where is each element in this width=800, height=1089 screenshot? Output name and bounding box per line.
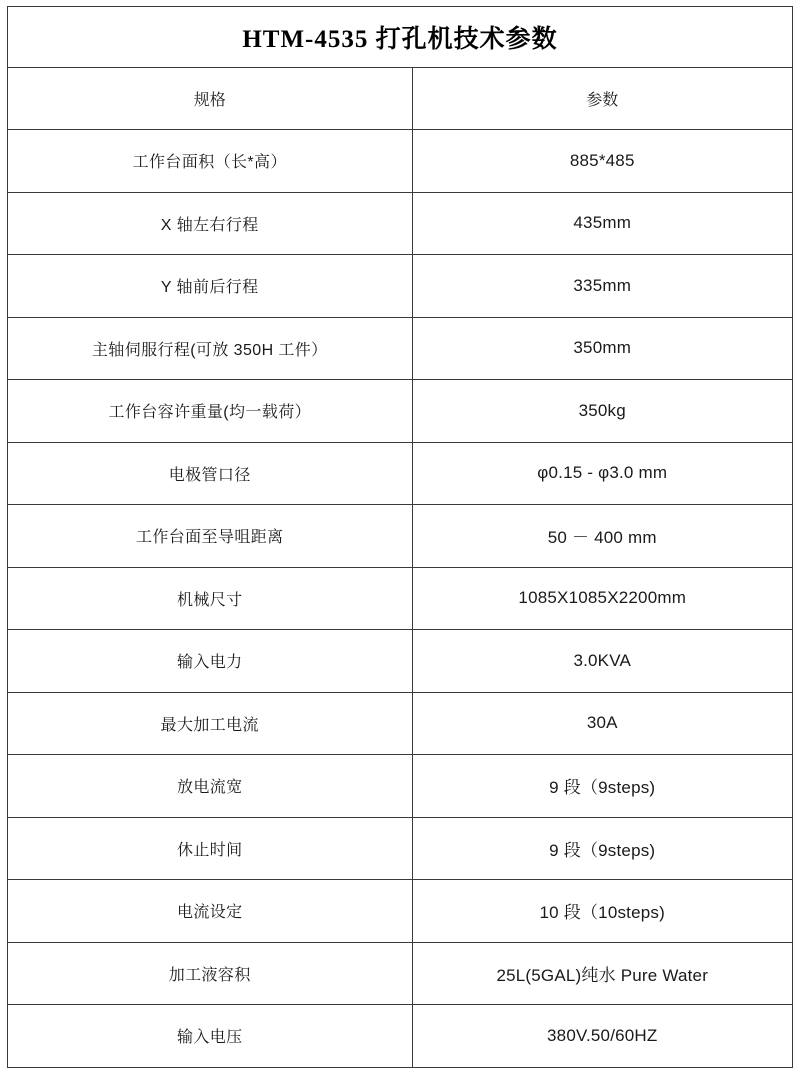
table-row — [8, 567, 793, 630]
row-value: 335mm — [412, 255, 793, 318]
table-row — [8, 192, 793, 255]
table-row — [8, 380, 793, 443]
row-label: 输入电压 — [8, 1005, 413, 1068]
row-value: 350mm — [412, 317, 793, 380]
column-header-spec: 规格 — [8, 68, 413, 130]
row-value: 9 段（9steps) — [412, 755, 793, 818]
row-label: 放电流宽 — [8, 755, 413, 818]
row-label: 工作台容许重量(均一载荷） — [8, 380, 413, 443]
column-header-param: 参数 — [412, 68, 793, 130]
table-body — [8, 7, 793, 1068]
specification-table — [7, 6, 793, 1068]
table-row — [8, 505, 793, 568]
table-row — [8, 817, 793, 880]
row-label: 主轴伺服行程(可放 350H 工件） — [8, 317, 413, 380]
table-row — [8, 442, 793, 505]
row-label: Y 轴前后行程 — [8, 255, 413, 318]
page-title: HTM-4535 打孔机技术参数 — [8, 7, 793, 68]
row-label: 工作台面积（长*高） — [8, 130, 413, 193]
table-row — [8, 1005, 793, 1068]
row-label: 机械尺寸 — [8, 567, 413, 630]
table-row — [8, 692, 793, 755]
row-label: 电流设定 — [8, 880, 413, 943]
row-value: 50 － 400 mm — [412, 505, 793, 568]
row-label: 加工液容积 — [8, 942, 413, 1005]
row-value: 3.0KVA — [412, 630, 793, 693]
row-label: 休止时间 — [8, 817, 413, 880]
table-row — [8, 130, 793, 193]
row-label: 最大加工电流 — [8, 692, 413, 755]
row-value: 10 段（10steps) — [412, 880, 793, 943]
title-row — [8, 7, 793, 68]
row-label: 电极管口径 — [8, 442, 413, 505]
row-value: 350kg — [412, 380, 793, 443]
table-row — [8, 255, 793, 318]
row-value: 1085X1085X2200mm — [412, 567, 793, 630]
table-row — [8, 630, 793, 693]
row-label: X 轴左右行程 — [8, 192, 413, 255]
row-label: 输入电力 — [8, 630, 413, 693]
row-value: 435mm — [412, 192, 793, 255]
header-row — [8, 68, 793, 130]
table-row — [8, 317, 793, 380]
row-value: φ0.15 - φ3.0 mm — [412, 442, 793, 505]
table-row — [8, 755, 793, 818]
row-value: 9 段（9steps) — [412, 817, 793, 880]
row-value: 380V.50/60HZ — [412, 1005, 793, 1068]
table-row — [8, 942, 793, 1005]
row-value: 25L(5GAL)纯水 Pure Water — [412, 942, 793, 1005]
table-row — [8, 880, 793, 943]
row-label: 工作台面至导咀距离 — [8, 505, 413, 568]
row-value: 885*485 — [412, 130, 793, 193]
row-value: 30A — [412, 692, 793, 755]
